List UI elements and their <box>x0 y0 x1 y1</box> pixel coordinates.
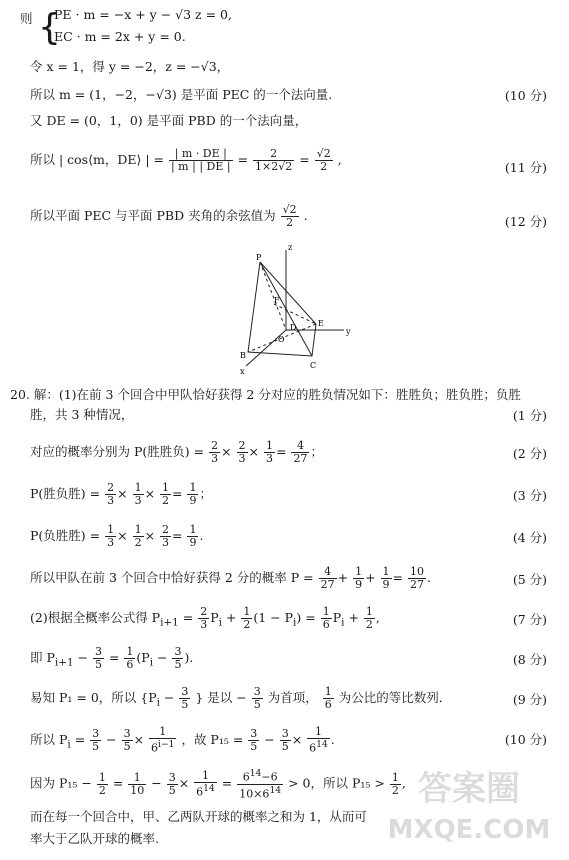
points-4: (4 分) <box>512 530 547 545</box>
prob-line1: 对应的概率分别为 P(胜胜负) = $\frac{2}{3}$ × $\frac{2}{3}$ × $\frac{1}{3}$ = $\frac{4}{27}$ ； <box>30 439 323 465</box>
line-normal-pbd: 又 DE = (0，1，0) 是平面 PBD 的一个法向量， <box>30 113 308 128</box>
label-E: E <box>318 319 324 328</box>
label-B: B <box>240 351 246 360</box>
result-frac: $\frac{√2}{2}$ <box>282 203 297 229</box>
prob-line4: 所以甲队在前 3 个回合中恰好获得 2 分的概率 P = $\frac{4}{27}$ + $\frac{1}{9}$ + $\frac{1}{9}$ = $\frac{10}{27}$ . <box>30 565 431 591</box>
points-3: (3 分) <box>512 488 547 503</box>
points-9: (9 分) <box>512 692 547 707</box>
points-8: (8 分) <box>512 652 547 667</box>
points-2: (2 分) <box>512 446 547 461</box>
prob-line3: P(负胜胜) = $\frac{1}{3}$ × $\frac{1}{2}$ × $\frac{2}{3}$ = $\frac{1}{9}$ . <box>30 523 204 549</box>
label-F: F <box>274 296 280 305</box>
svg-text:MXQE.COM: MXQE.COM <box>387 815 551 845</box>
line-cos-result: 所以平面 PEC 与平面 PBD 夹角的余弦值为 $\frac{√2}{2}$ . <box>30 203 308 229</box>
points-12: (12 分) <box>504 214 547 229</box>
prob-line9: 因为 P₁₅ − $\frac{1}{2}$ = $\frac{1}{10}$ − $\frac{3}{5}$ × $\frac{1}{6^{14}}$ = $\frac{6^{14}-6}{10\times 6^{14}}$ > 0，所以 P₁₅ > $\frac{1}{2}$ , <box>30 768 406 801</box>
line-let: 令 x = 1，得 y = −2，z = −√3， <box>30 59 230 74</box>
system-eq1: PE · m = −x + y − √3 z = 0, <box>54 7 232 22</box>
cos-frac-3: $\frac{√2}{2}$ <box>316 147 331 173</box>
system-prefix: 则 <box>20 11 33 26</box>
prob-line11: 率大于乙队开球的概率. <box>30 831 159 846</box>
label-P: P <box>256 253 262 262</box>
label-x: x <box>240 367 245 376</box>
points-7: (7 分) <box>512 612 547 627</box>
geometry-figure <box>226 240 356 380</box>
label-D: D <box>290 323 297 332</box>
points-5: (5 分) <box>512 572 547 587</box>
svg-text:答案圈: 答案圈 <box>418 769 520 809</box>
system-eq2: EC · m = 2x + y = 0. <box>54 29 186 44</box>
prob-line8: 所以 $P_i$ = $\frac{3}{5}$ − $\frac{3}{5}$ × $\frac{1}{6^{i-1}}$ ，故 P₁₅ = $\frac{3}{5}$ − $\frac{3}{5}$ × $\frac{1}{6^{14}}$ . <box>30 725 335 755</box>
line-cos: 所以 | cos⟨m，DE⟩ | = $\frac{| m \cdot DE |}{| m | | DE |}$ = $\frac{2}{1\times 2√2}$ = $\frac{√2}{2}$ , <box>30 147 342 173</box>
line-normal-pec: 所以 m = (1，−2，−√3) 是平面 PEC 的一个法向量. <box>30 87 333 102</box>
points-1: (1 分) <box>512 408 547 423</box>
q20-line1: 20. 解：(1)在前 3 个回合中甲队恰好获得 2 分对应的胜负情况如下：胜胜负；胜负胜；负胜 <box>10 387 521 402</box>
label-z: z <box>288 243 293 252</box>
label-y: y <box>346 327 351 336</box>
label-C: C <box>310 361 317 370</box>
label-O: O <box>278 335 285 344</box>
points-10b: (10 分) <box>504 732 547 747</box>
prob-line2: P(胜负胜) = $\frac{2}{3}$ × $\frac{1}{3}$ × $\frac{1}{2}$ = $\frac{1}{9}$ ； <box>30 481 212 507</box>
cos-frac-1: $\frac{| m \cdot DE |}{| m | | DE |}$ <box>170 147 231 173</box>
prob-line7: 易知 P₁ = 0，所以 {$P_i$ − $\frac{3}{5}$ } 是以 − $\frac{3}{5}$ 为首项， $\frac{1}{6}$ 为公比的等比数列． <box>30 685 452 711</box>
points-10a: (10 分) <box>504 88 547 103</box>
prob-line6: 即 $P_{i+1}$ − $\frac{3}{5}$ = $\frac{1}{6}$ ($P_i$ − $\frac{3}{5}$ ). <box>30 645 194 671</box>
prob-line10: 而在每一个回合中，甲、乙两队开球的概率之和为 1，从而可 <box>30 809 367 824</box>
cos-frac-2: $\frac{2}{1\times 2√2}$ <box>255 147 293 173</box>
prob-line5: (2)根据全概率公式得 $P_{i+1}$ = $\frac{2}{3}$ $P_i$ + $\frac{1}{2}$ $(1 - P_i)$ = $\frac{1}{6}$ $P_i$ + $\frac{1}{2}$ , <box>30 605 380 631</box>
points-11: (11 分) <box>504 160 547 175</box>
q20-line2: 胜，共 3 种情况， <box>30 407 134 422</box>
system-brace: { <box>38 7 61 48</box>
watermark-logo <box>379 760 559 850</box>
